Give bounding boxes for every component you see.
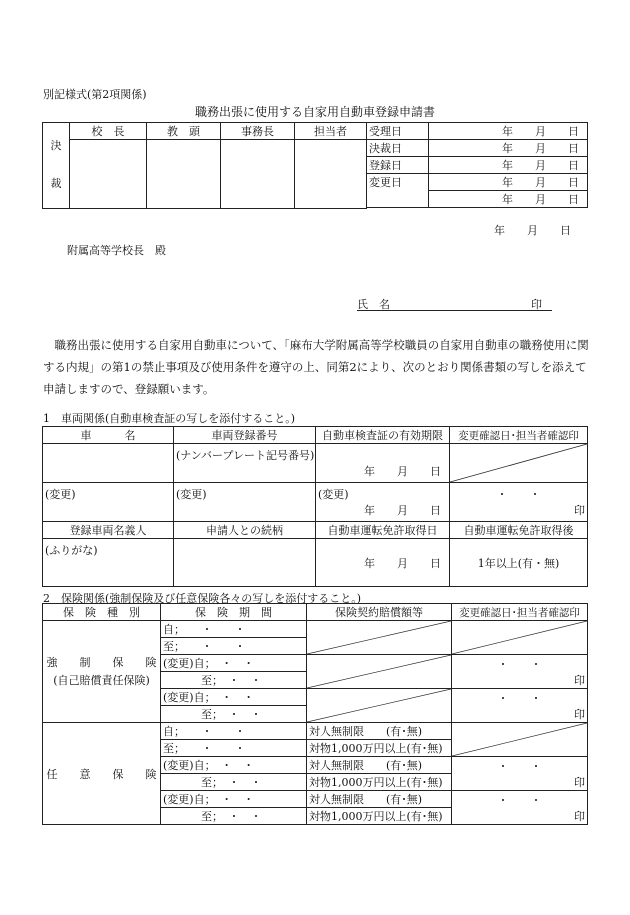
voluntary-to[interactable]: 至； ・ ・ (161, 740, 307, 757)
name-label: 氏 名 (357, 298, 390, 311)
registration-number-cell[interactable]: (ナンバープレート記号番号) (174, 444, 316, 483)
header-car-name: 車 名 (43, 427, 174, 444)
stamp-box-principal[interactable] (70, 140, 147, 209)
header-insurance-amount: 保険契約賠償額等 (307, 604, 452, 621)
header-insurance-type: 保 険 種 別 (43, 604, 161, 621)
change-confirm-cell[interactable]: ・ ・ 印 (450, 483, 588, 522)
compulsory-confirm-struck (452, 621, 588, 655)
header-staff: 担当者 (295, 123, 367, 140)
voluntary-change1-confirm[interactable]: ・ ・ 印 (452, 757, 588, 791)
header-license-date: 自動車運転免許取得日 (316, 522, 450, 539)
stamp-box-vice-principal[interactable] (147, 140, 221, 209)
owner-cell[interactable]: (ふりがな) (43, 539, 174, 587)
page-title: 職務出張に使用する自家用自動車登録申請書 (194, 105, 435, 119)
applicant-name-line[interactable] (357, 296, 552, 311)
date-registered: 年 月 日 (429, 157, 588, 174)
voluntary-change2-to[interactable]: 至； ・ ・ (161, 808, 307, 825)
date-label-approved: 決裁日 (367, 140, 429, 157)
compulsory-to[interactable]: 至； ・ ・ (161, 638, 307, 655)
header-license-after: 自動車運転免許取得後 (450, 522, 588, 539)
section1-heading: 1 車両関係(自動車検査証の写しを添付すること。) (43, 412, 296, 425)
voluntary-property[interactable]: 対物1,000万円以上(有･無) (307, 740, 452, 757)
voluntary-change2-confirm[interactable]: ・ ・ 印 (452, 791, 588, 825)
car-name-cell[interactable] (43, 444, 174, 483)
header-registration-number: 車両登録番号 (174, 427, 316, 444)
compulsory-from[interactable]: 自； ・ ・ (161, 621, 307, 638)
voluntary-change2-from[interactable]: (変更)自； ・ ・ (161, 791, 307, 808)
license-date-cell[interactable]: 年 月 日 (316, 539, 450, 587)
header-insurance-period: 保 険 期 間 (161, 604, 307, 621)
header-relationship: 申請人との続柄 (174, 522, 316, 539)
compulsory-amount-struck (307, 621, 452, 655)
application-date: 年 月 日 (494, 224, 571, 237)
voluntary-change1-from[interactable]: (変更)自； ・ ・ (161, 757, 307, 774)
voluntary-change1-person[interactable]: 対人無制限 (有･無) (307, 757, 452, 774)
header-registered-owner: 登録車両名義人 (43, 522, 174, 539)
car-name-change-cell[interactable]: (変更) (43, 483, 174, 522)
compulsory-change1-confirm[interactable]: ・ ・ 印 (452, 655, 588, 689)
voluntary-person[interactable]: 対人無制限 (有･無) (307, 723, 452, 740)
body-text: 職務出張に使用する自家用自動車について、「麻布大学附属高等学校職員の自家用自動車の職務使用に関する内規」の第1の禁止事項及び使用条件を遵守の上、同第2により、次のとおり関係書類の写しを添えて申請しますので、登録願います。 (43, 338, 589, 396)
header-inspection-expiry: 自動車検査証の有効期限 (316, 427, 450, 444)
voluntary-change1-property[interactable]: 対物1,000万円以上(有･無) (307, 774, 452, 791)
header-office-manager: 事務長 (221, 123, 295, 140)
insurance-table (42, 603, 588, 825)
addressee: 附属高等学校長 殿 (67, 244, 166, 257)
relationship-cell[interactable] (174, 539, 316, 587)
form-label: 別記様式(第2項関係) (43, 88, 147, 101)
registration-change-cell[interactable]: (変更) (174, 483, 316, 522)
license-years-cell[interactable]: 1年以上(有・無) (450, 539, 588, 587)
date-label-registered: 登録日 (367, 157, 429, 174)
compulsory-change2-from[interactable]: (変更)自； ・ ・ (161, 689, 307, 706)
voluntary-change1-to[interactable]: 至； ・ ・ (161, 774, 307, 791)
voluntary-change2-person[interactable]: 対人無制限 (有･無) (307, 791, 452, 808)
section2-heading: 2 保険関係(強制保険及び任意保険各々の写しを添付すること。) (43, 592, 362, 605)
header-vice-principal: 教 頭 (147, 123, 221, 140)
seal-mark: 印 (531, 298, 542, 311)
date-approved: 年 月 日 (429, 140, 588, 157)
voluntary-from[interactable]: 自； ・ ・ (161, 723, 307, 740)
stamp-box-staff[interactable] (295, 140, 367, 209)
compulsory-change1-amount-struck (307, 655, 452, 689)
compulsory-insurance-label: 強 制 保 険 (自己賠償責任保険) (43, 621, 161, 723)
date-label-received: 受理日 (367, 123, 429, 140)
voluntary-change2-property[interactable]: 対物1,000万円以上(有･無) (307, 808, 452, 825)
inspection-change-cell[interactable]: (変更) 年 月 日 (316, 483, 450, 522)
compulsory-change1-from[interactable]: (変更)自； ・ ・ (161, 655, 307, 672)
date-changed-2: 年 月 日 (429, 191, 588, 208)
header-principal: 校 長 (70, 123, 147, 140)
approval-table (42, 122, 588, 209)
change-confirm-cell-struck (450, 444, 588, 483)
compulsory-change1-to[interactable]: 至； ・ ・ (161, 672, 307, 689)
voluntary-insurance-label: 任 意 保 険 (43, 723, 161, 825)
compulsory-change2-to[interactable]: 至； ・ ・ (161, 706, 307, 723)
stamp-box-office-manager[interactable] (221, 140, 295, 209)
inspection-expiry-cell[interactable]: 年 月 日 (316, 444, 450, 483)
approval-side-label: 決 裁 (43, 123, 70, 209)
header-insurance-change-confirm: 変更確認日･担当者確認印 (452, 604, 588, 621)
header-change-confirm: 変更確認日･担当者確認印 (450, 427, 588, 444)
compulsory-change2-amount-struck (307, 689, 452, 723)
vehicle-table (42, 426, 588, 587)
date-received: 年 月 日 (429, 123, 588, 140)
date-changed-1: 年 月 日 (429, 174, 588, 191)
voluntary-confirm-struck (452, 723, 588, 757)
compulsory-change2-confirm[interactable]: ・ ・ 印 (452, 689, 588, 723)
date-label-changed: 変更日 (367, 174, 429, 208)
